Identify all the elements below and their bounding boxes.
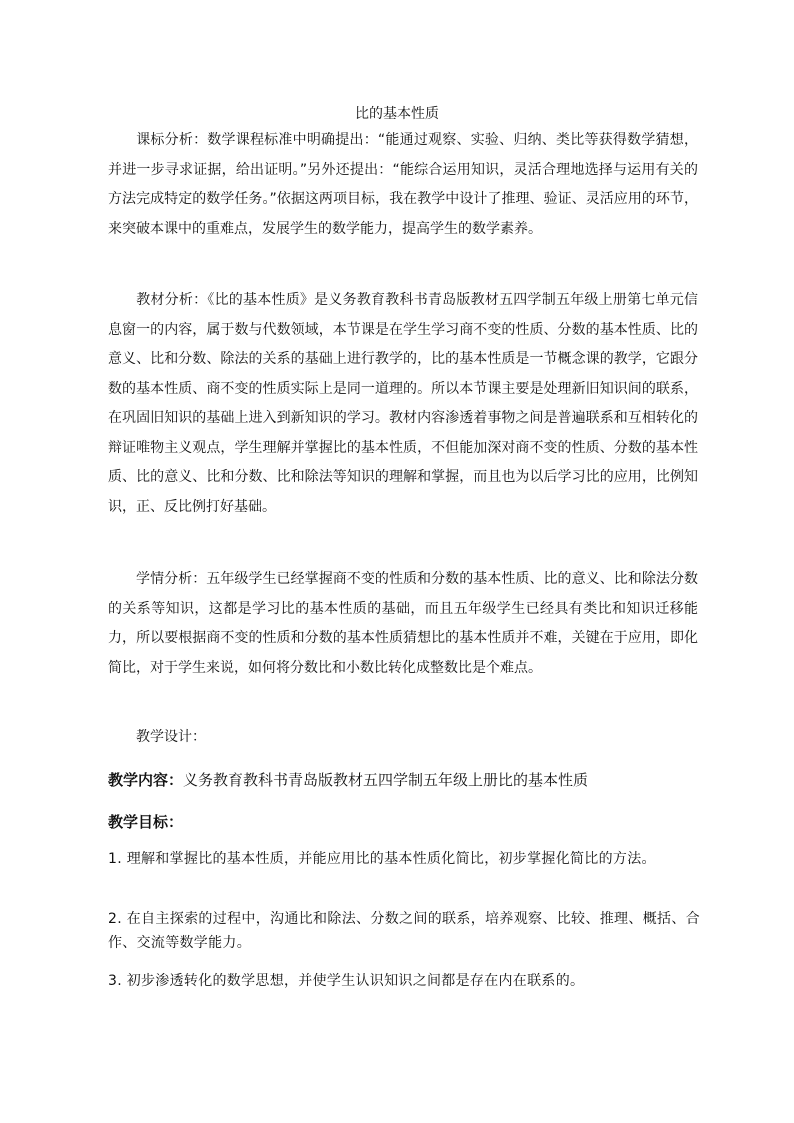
paragraph-curriculum-analysis — [108, 126, 698, 244]
paragraph-text: 教材分析：《比的基本性质》是义务教育教科书青岛版教材五四学制五年级上册第七单元信息窗一的内容，属于数与代数领域，本节课是在学生学习商不变的性质、分数的基本性质、比的意义、比和分数、除法的关系的基础上进行教学的，比的基本性质是一节概念课的教学，它跟分数的基本性质、商不变的性质实际上是同一道理的。所以本节课主要是处理新旧知识间的联系，在巩固旧知识的基础上进入到新知识的学习。教材内容渗透着事物之间是普遍联系和互相转化的辩证唯物主义观点，学生理解并掌握比的基本性质，不但能加深对商不变的性质、分数的基本性质、比的意义、比和分数、比和除法等知识的理解和掌握，而且也为以后学习比的应用，比例知识，正、反比例打好基础。 — [108, 292, 698, 515]
paragraph-student-analysis — [108, 565, 698, 683]
teaching-objectives-heading — [108, 811, 698, 833]
teaching-content-text: 义务教育教科书青岛版教材五四学制五年级上册比的基本性质 — [183, 771, 589, 789]
paragraph-text: 教学设计： — [136, 729, 206, 745]
teaching-content-label: 教学内容： — [108, 771, 184, 789]
paragraph-textbook-analysis — [108, 286, 698, 522]
objective-item-3: 3. 初步渗透转化的数学思想，并使学生认识知识之间都是存在内在联系的。 — [108, 973, 585, 989]
teaching-objectives-label: 教学目标： — [108, 813, 184, 831]
paragraph-teaching-design — [108, 723, 698, 753]
paragraph-text: 课标分析：数学课程标准中明确提出：“能通过观察、实验、归纳、类比等获得数学猜想，并进一步寻求证据，给出证明。”另外还提出：“能综合运用知识，灵活合理地选择与运用有关的方法完成特定的数学任务。”依据这两项目标，我在教学中设计了推理、验证、灵活应用的环节，来突破本课中的重难点，发展学生的数学能力，提高学生的数学素养。 — [108, 132, 698, 237]
document-title: 比的基本性质 — [355, 106, 439, 122]
objective-item-1: 1. 理解和掌握比的基本性质，并能应用比的基本性质化简比，初步掌握化简比的方法。 — [108, 851, 656, 867]
paragraph-text: 学情分析：五年级学生已经掌握商不变的性质和分数的基本性质、比的意义、比和除法分数的关系等知识，这都是学习比的基本性质的基础，而且五年级学生已经具有类比和知识迁移能力，所以要根据商不变的性质和分数的基本性质猜想比的基本性质并不难，关键在于应用，即化简比，对于学生来说，如何将分数比和小数比转化成整数比是个难点。 — [108, 571, 698, 676]
objective-item-2: 2. 在自主探索的过程中，沟通比和除法、分数之间的联系，培养观察、比较、推理、概括、合作、交流等数学能力。 — [108, 911, 700, 951]
teaching-content — [108, 769, 698, 791]
